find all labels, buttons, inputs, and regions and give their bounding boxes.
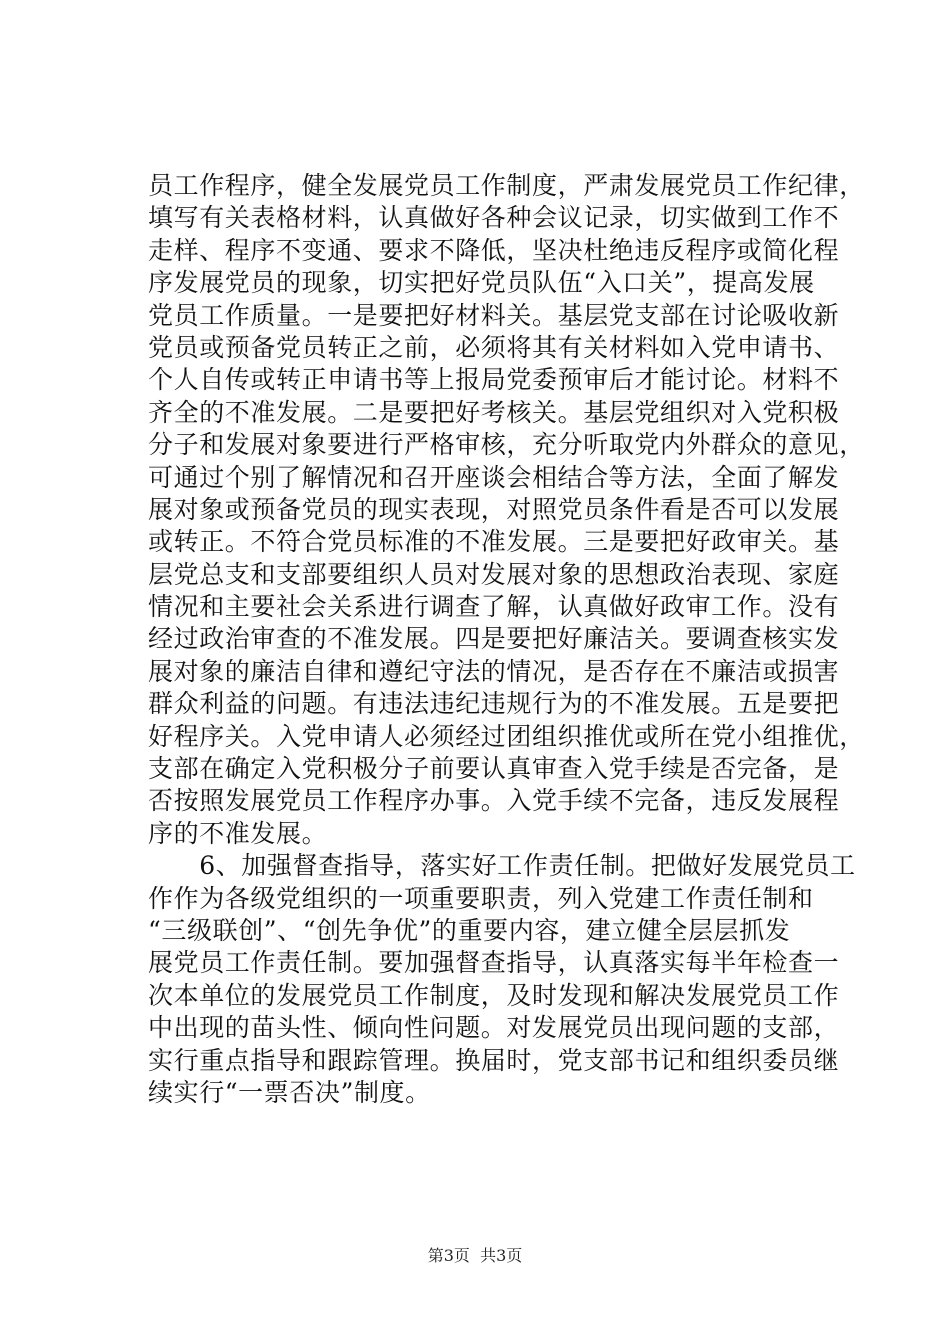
text-line: 齐全的不准发展。二是要把好考核关。基层党组织对入党积极 — [148, 397, 840, 427]
page-number: 第3页 共3页 — [427, 1246, 523, 1265]
text-line: 层党总支和支部要组织人员对发展对象的思想政治表现、家庭 — [148, 559, 840, 589]
text-line: 续实行“一票否决”制度。 — [148, 1077, 431, 1107]
text-line: 支部在确定入党积极分子前要认真审查入党手续是否完备，是 — [148, 754, 840, 784]
text-line: 实行重点指导和跟踪管理。换届时，党支部书记和组织委员继 — [148, 1045, 840, 1075]
text-line: 情况和主要社会关系进行调查了解，认真做好政审工作。没有 — [148, 592, 840, 622]
text-line: “三级联创”、“创先争优”的重要内容，建立健全层层抓发 — [148, 915, 791, 945]
text-line: 次本单位的发展党员工作制度，及时发现和解决发展党员工作 — [148, 980, 840, 1010]
text-line: 6、加强督查指导，落实好工作责任制。把做好发展党员工 — [148, 851, 856, 881]
text-line: 可通过个别了解情况和召开座谈会相结合等方法，全面了解发 — [148, 462, 840, 492]
page-footer — [0, 1246, 950, 1266]
text-line: 走样、程序不变通、要求不降低，坚决杜绝违反程序或简化程 — [148, 235, 840, 265]
text-line: 个人自传或转正申请书等上报局党委预审后才能讨论。材料不 — [148, 365, 840, 395]
text-line: 或转正。不符合党员标准的不准发展。三是要把好政审关。基 — [148, 527, 840, 557]
text-line: 群众利益的问题。有违法违纪违规行为的不准发展。五是要把 — [148, 689, 840, 719]
text-line: 展党员工作责任制。要加强督查指导，认真落实每半年检查一 — [148, 948, 840, 978]
text-line: 展对象的廉洁自律和遵纪守法的情况，是否存在不廉洁或损害 — [148, 656, 840, 686]
text-line: 中出现的苗头性、倾向性问题。对发展党员出现问题的支部， — [148, 1013, 840, 1043]
text-line: 序发展党员的现象，切实把好党员队伍“入口关”，提高发展 — [148, 268, 815, 298]
text-line: 好程序关。入党申请人必须经过团组织推优或所在党小组推优， — [148, 721, 865, 751]
text-line: 党员或预备党员转正之前，必须将其有关材料如入党申请书、 — [148, 332, 840, 362]
text-line: 党员工作质量。一是要把好材料关。基层党支部在讨论吸收新 — [148, 300, 840, 330]
text-line: 展对象或预备党员的现实表现，对照党员条件看是否可以发展 — [148, 494, 840, 524]
body-text — [148, 170, 865, 1109]
text-line: 经过政治审查的不准发展。四是要把好廉洁关。要调查核实发 — [148, 624, 840, 654]
text-line: 作作为各级党组织的一项重要职责，列入党建工作责任制和 — [148, 883, 814, 913]
text-line: 分子和发展对象要进行严格审核，充分听取党内外群众的意见， — [148, 430, 865, 460]
text-line: 序的不准发展。 — [148, 818, 328, 848]
text-line: 填写有关表格材料，认真做好各种会议记录，切实做到工作不 — [148, 203, 840, 233]
text-line: 否按照发展党员工作程序办事。入党手续不完备，违反发展程 — [148, 786, 840, 816]
text-line: 员工作程序，健全发展党员工作制度，严肃发展党员工作纪律， — [148, 171, 865, 200]
